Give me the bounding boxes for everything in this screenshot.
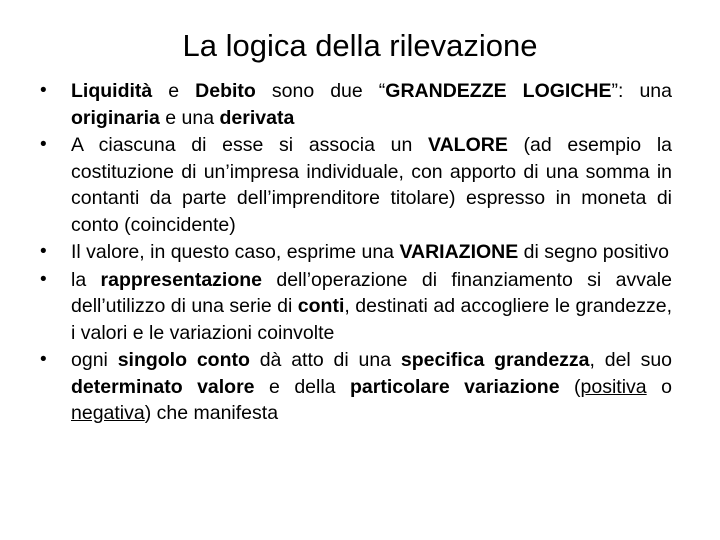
bullet-text: ”: una — [611, 80, 672, 102]
bullet-text: (ad esempio la costituzione di un’impresa individuale, con apporto di una somma in contanti da parte dell’imprenditore titolare) espresso in moneta di conto (coincidente) — [71, 134, 672, 236]
bold-term: Debito — [195, 80, 256, 102]
bullet-item — [40, 267, 672, 347]
underlined-term: positiva — [580, 375, 647, 398]
bullet-text: ogni — [71, 349, 118, 371]
bullet-item — [40, 132, 672, 238]
bullet-dot-icon: • — [40, 241, 47, 262]
bullet-dot-icon: • — [40, 134, 47, 155]
bullet-text: dell’operazione di finanziamento si avvale dell’utilizzo di una serie di — [71, 268, 672, 317]
bullet-dot-icon: • — [40, 349, 47, 370]
bold-term: rappresentazione — [100, 268, 262, 291]
bold-term: particolare variazione — [350, 375, 560, 398]
bullet-text: , destinati ad accogliere le grandezze, i valori e le variazioni coinvolte — [71, 295, 672, 344]
bullet-dot-icon: • — [40, 268, 47, 290]
bullet-text: di segno positivo — [518, 241, 669, 263]
bullet-text: dà atto di una — [249, 349, 401, 371]
bullet-text: o — [646, 375, 672, 398]
bold-term: derivata — [219, 106, 295, 129]
bullet-text: A ciascuna di esse si associa un — [71, 134, 429, 156]
bold-term: specifica grandezza — [400, 349, 590, 371]
bullet-text: la — [71, 268, 101, 291]
bullet-text: e della — [254, 375, 350, 398]
bullet-text: , del suo — [589, 349, 673, 371]
bold-term: conti — [297, 295, 345, 317]
bullet-dot-icon: • — [40, 80, 47, 101]
bold-term: GRANDEZZE LOGICHE — [385, 80, 612, 102]
bullet-text: e una — [159, 106, 220, 129]
bullet-text: sono due “ — [255, 80, 386, 102]
slide-title: La logica della rilevazione — [182, 28, 538, 63]
bullet-text: ( — [559, 375, 581, 398]
bullet-item — [40, 78, 672, 131]
bold-term: VALORE — [428, 134, 508, 156]
bullet-text: e — [152, 80, 196, 102]
bold-term: singolo conto — [117, 349, 250, 371]
bold-term: Liquidità — [71, 80, 153, 102]
bullet-text: Il valore, in questo caso, esprime una — [71, 241, 400, 263]
bold-term: VARIAZIONE — [399, 241, 519, 263]
bold-term: determinato valore — [71, 375, 255, 398]
bullet-text: ) che manifesta — [144, 402, 279, 424]
bold-term: originaria — [71, 106, 160, 129]
bullet-item — [40, 239, 672, 266]
underlined-term: negativa — [71, 402, 145, 424]
bullet-item — [40, 347, 672, 427]
bullet-list — [40, 78, 672, 427]
